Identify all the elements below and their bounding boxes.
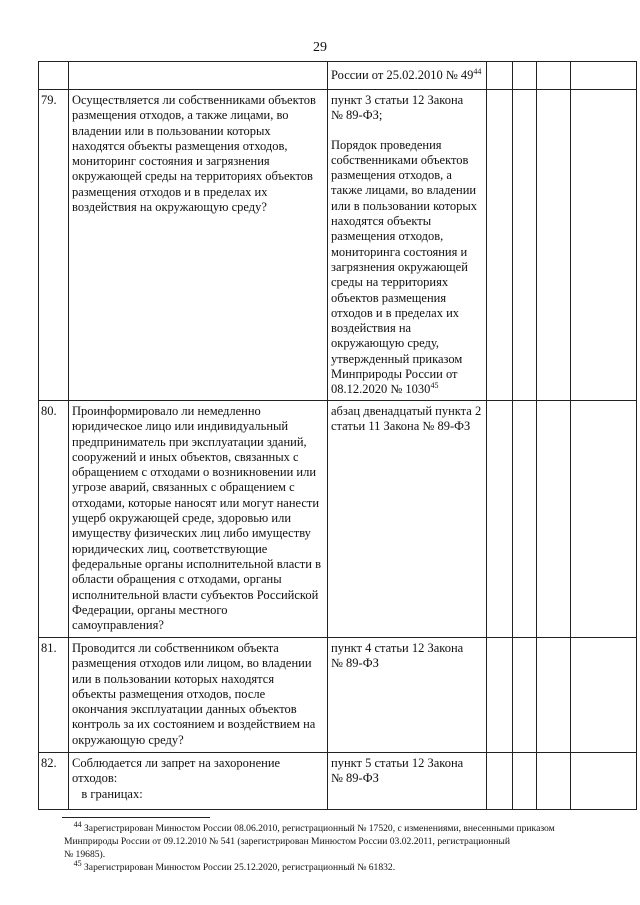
law-cell: пункт 3 статьи 12 Закона № 89-ФЗ; Порядок проведения собственниками объектов размещения отходов, а также лицами, во владении или в пользовании которых находятся объекты размещения отходов, мониторинга состояния и загрязнения окружающей среды на территориях объектов размещения отходов и в пределах их воздействия на окружающую среду, утвержденный приказом Минприроды России от 08.12.2020 № 1030$^{45}$ bbox=[328, 90, 487, 401]
row-number: 80. bbox=[39, 401, 69, 638]
row-number: 81. bbox=[39, 638, 69, 753]
footnote-separator bbox=[62, 817, 210, 818]
page-number: 29 bbox=[313, 40, 327, 55]
row-number: 79. bbox=[39, 90, 69, 401]
cell-question bbox=[69, 62, 328, 90]
checklist-table bbox=[38, 61, 637, 810]
table-row bbox=[39, 401, 637, 638]
question-cell: Проинформировало ли немедленно юридическое лицо или индивидуальный предприниматель при эксплуатации зданий, сооружений и иных объектов, связанных с обращением с отходами о возникновении или угрозе аварий, связанных с обращением с отходами, которые наносят или могут нанести ущерб окружающей среде, здоровью или имуществу физических лиц либо имуществу юридических лиц, соответствующие федеральные органы исполнительной власти в области обращения с отходами, органы исполнительной власти субъектов Российской Федерации, органы местного самоуправления? bbox=[69, 401, 328, 638]
footnote-45: $^{45}$ Зарегистрирован Минюстом России 25.12.2020, регистрационный № 61832. bbox=[73, 858, 396, 873]
table-row bbox=[39, 753, 637, 810]
law-cell: пункт 4 статьи 12 Закона № 89-ФЗ bbox=[328, 638, 487, 753]
row-number: 82. bbox=[39, 753, 69, 810]
question-cell: Осуществляется ли собственниками объектов размещения отходов, а также лицами, во владении или в пользовании которых находятся объекты размещения отходов, мониторинг состояния и загрязнения окружающей среды на территориях объектов размещения отходов и в пределах их воздействия на окружающую среду? bbox=[69, 90, 328, 401]
question-cell: Проводится ли собственником объекта размещения отходов или лицом, во владении или в пользовании которых находятся объекты размещения отходов, после окончания эксплуатации данных объектов контроль за их состоянием и воздействием на окружающую среду? bbox=[69, 638, 328, 753]
table-row bbox=[39, 638, 637, 753]
cell-number bbox=[39, 62, 69, 90]
footnote-ref: 44 bbox=[473, 66, 482, 76]
cell-law bbox=[328, 62, 487, 90]
law-cell: абзац двенадцатый пункта 2 статьи 11 Закона № 89-ФЗ bbox=[328, 401, 487, 638]
table-row-continuation bbox=[39, 62, 637, 90]
law-cell: пункт 5 статьи 12 Закона № 89-ФЗ bbox=[328, 753, 487, 810]
law-text: России от 25.02.2010 № 49 bbox=[331, 68, 474, 82]
footnote-ref: 45 bbox=[430, 381, 439, 391]
footnote-44: $^{44}$ Зарегистрирован Минюстом России 08.06.2010, регистрационный № 17520, с изменениями, внесенными приказом bbox=[73, 819, 555, 834]
question-cell: Соблюдается ли запрет на захоронение отходов: в границах: bbox=[69, 753, 328, 810]
footnotes: $^{44}$ Зарегистрирован Минюстом России 08.06.2010, регистрационный № 17520, с изменениями, внесенными приказом Минприроды России от 09.12.2010 № 541 (зарегистрирован Минюстом России 03.02.2011, регистрационный № 19685). $^{45}$ Зарегистрирован Минюстом России 25.12.2020, регистрационный № 61832. bbox=[64, 822, 604, 874]
table-row bbox=[39, 90, 637, 401]
